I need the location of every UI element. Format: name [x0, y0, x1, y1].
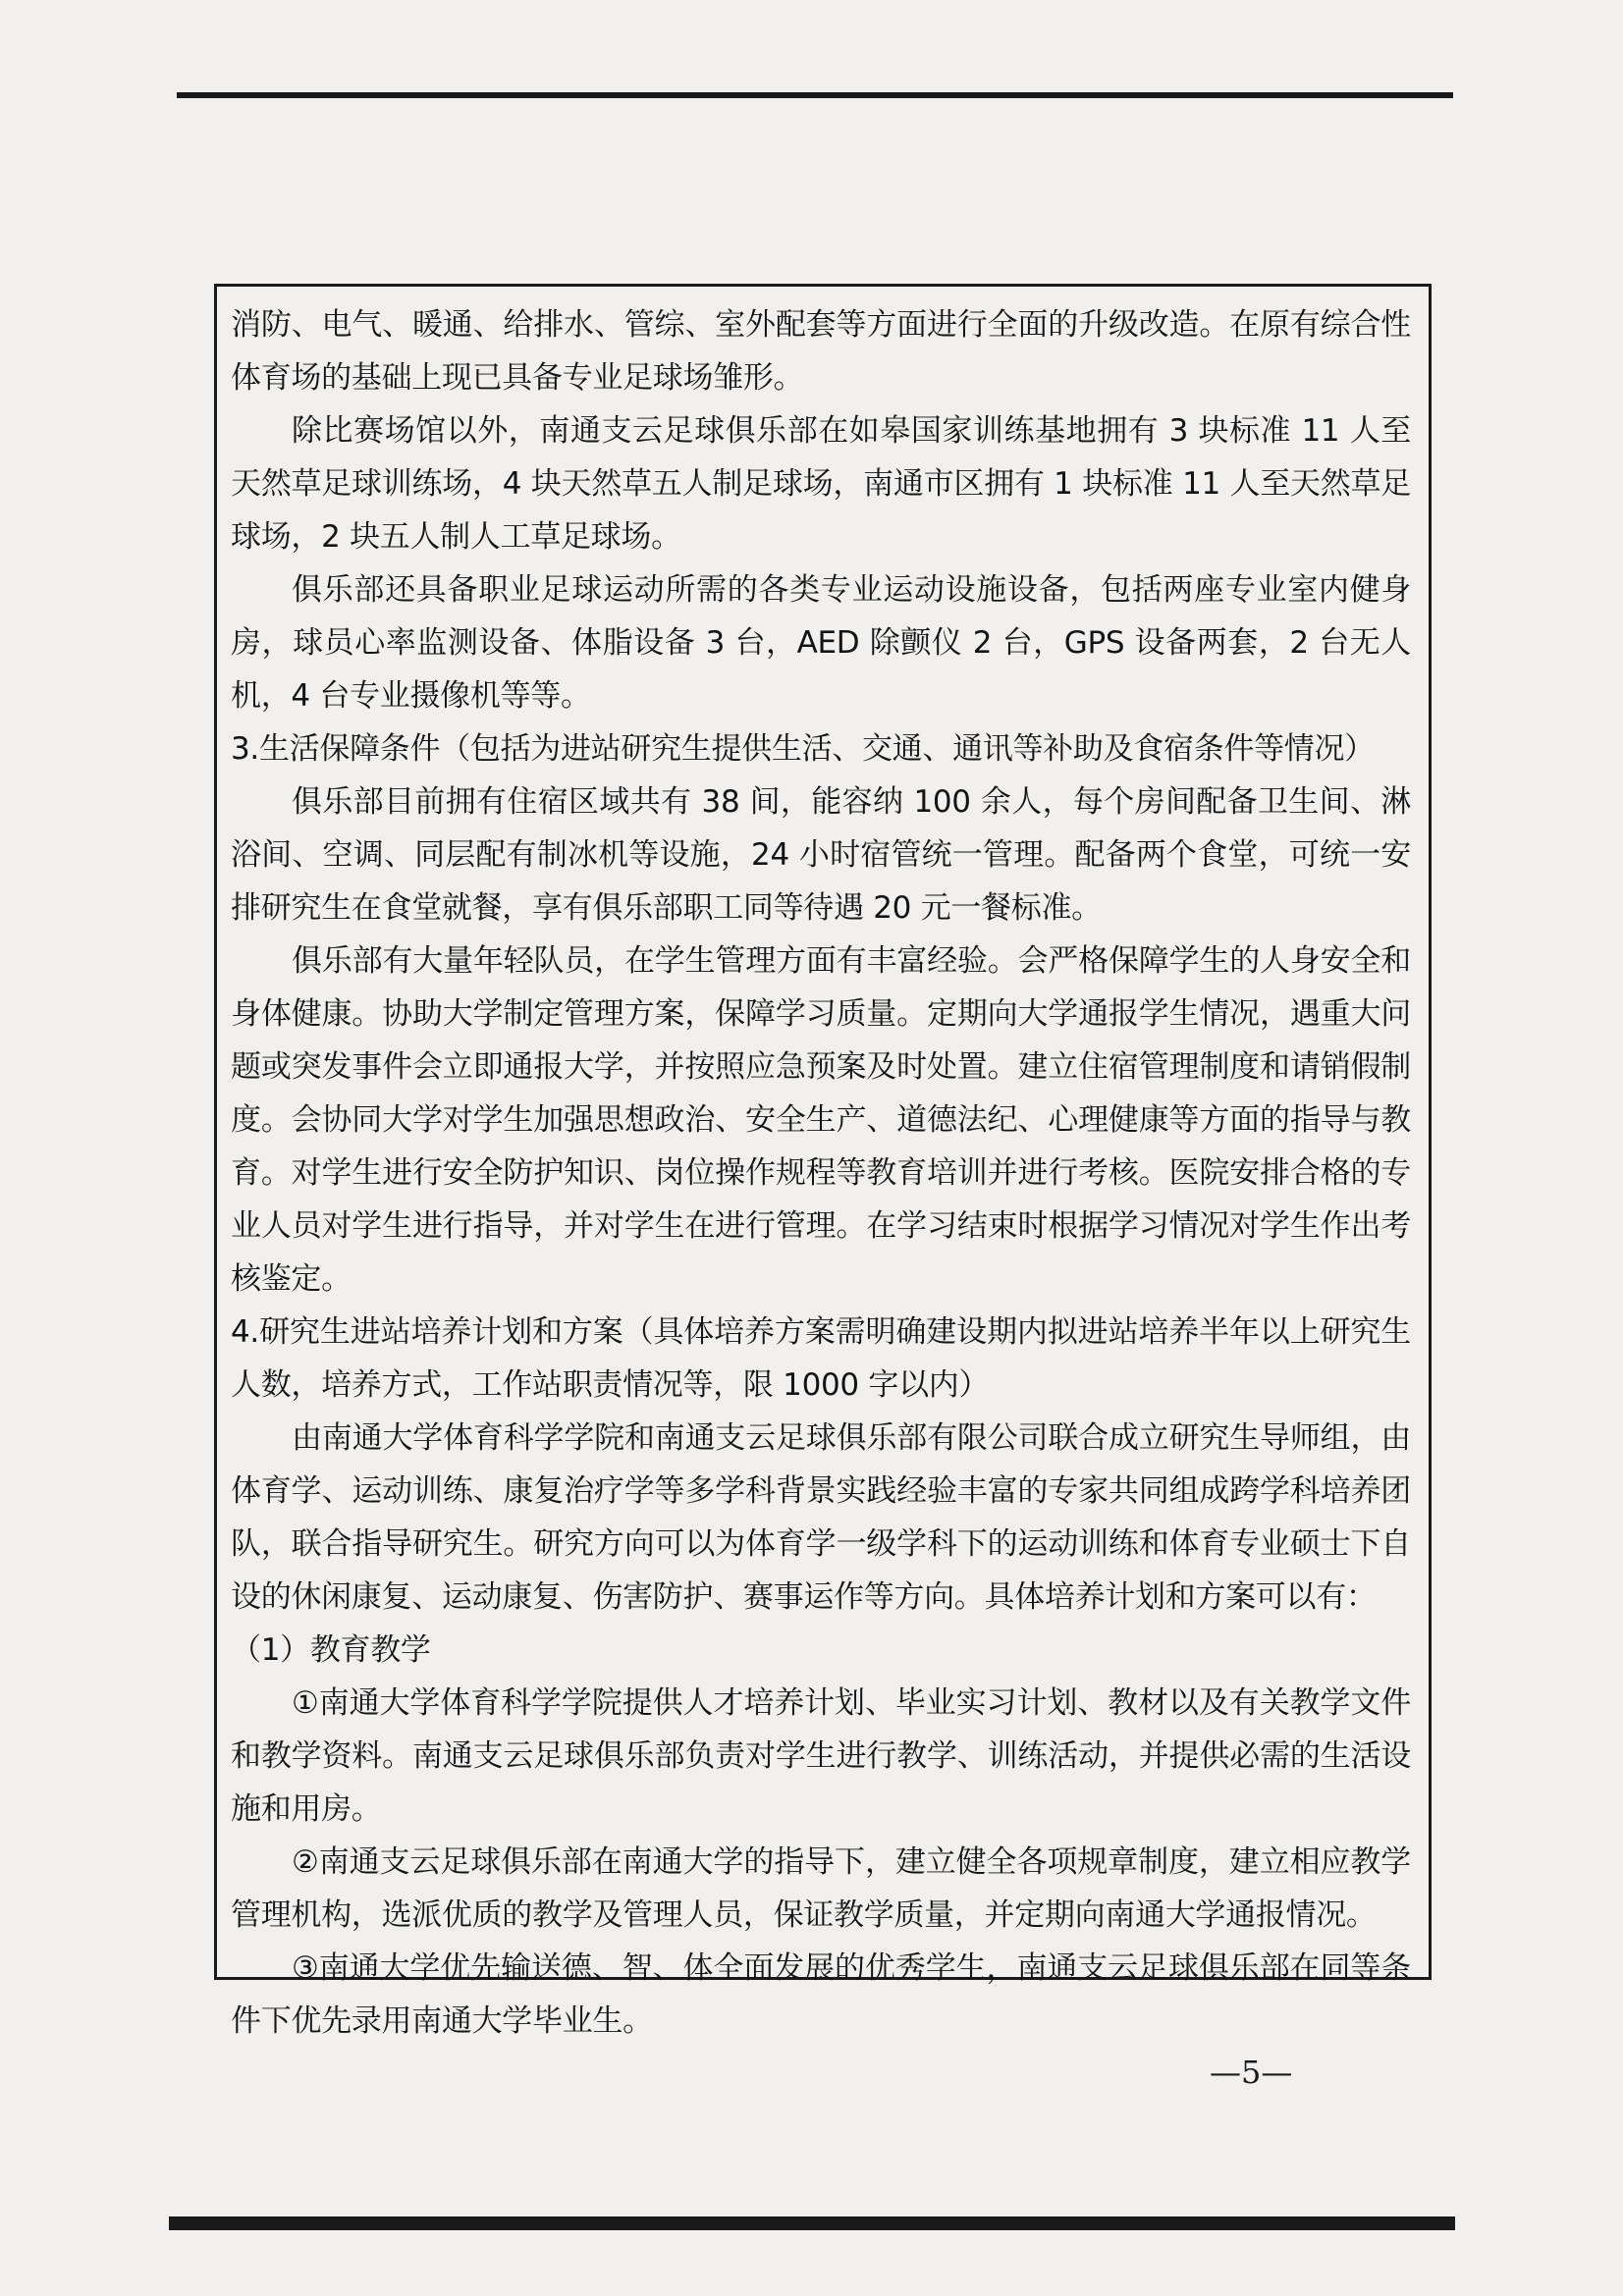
paragraph-training-fields: 除比赛场馆以外，南通支云足球俱乐部在如皋国家训练基地拥有 3 块标准 11 人至天然草足球训练场，4 块天然草五人制足球场，南通市区拥有 1 块标准 11 人至天然草足球场，2 块五人制人工草足球场。 [231, 413, 1411, 555]
header-rule [177, 92, 1453, 98]
paragraph-item-2: ②南通支云足球俱乐部在南通大学的指导下，建立健全各项规章制度，建立相应教学管理机构，选派优质的教学及管理人员，保证教学质量，并定期向南通大学通报情况。 [231, 1844, 1411, 1933]
footer-rule [169, 2216, 1455, 2230]
content-frame [214, 284, 1432, 2039]
page-number: —5— [1210, 2054, 1293, 2091]
paragraph-mentor-group: 由南通大学体育科学学院和南通支云足球俱乐部有限公司联合成立研究生导师组，由体育学、运动训练、康复治疗学等多学科背景实践经验丰富的专家共同组成跨学科培养团队，联合指导研究生。研究方向可以为体育学一级学科下的运动训练和体育专业硕士下自设的休闲康复、运动康复、伤害防护、赛事运作等方向。具体培养计划和方案可以有： [231, 1420, 1411, 1615]
paragraph-item-1: ①南通大学体育科学学院提供人才培养计划、毕业实习计划、教材以及有关教学文件和教学资料。南通支云足球俱乐部负责对学生进行教学、训练活动，并提供必需的生活设施和用房。 [231, 1685, 1411, 1827]
section-heading-training-plan: 4.研究生进站培养计划和方案（具体培养方案需明确建设期内拟进站培养半年以上研究生人数，培养方式，工作站职责情况等，限 1000 字以内） [231, 1314, 1411, 1403]
paragraph-item-3: ③南通大学优先输送德、智、体全面发展的优秀学生，南通支云足球俱乐部在同等条件下优先录用南通大学毕业生。 [231, 1950, 1411, 2039]
paragraph-renovation: 消防、电气、暖通、给排水、管综、室外配套等方面进行全面的升级改造。在原有综合性体育场的基础上现已具备专业足球场雏形。 [231, 307, 1411, 396]
section-heading-living-conditions: 3.生活保障条件（包括为进站研究生提供生活、交通、通讯等补助及食宿条件等情况） [231, 731, 1375, 767]
paragraph-accommodation: 俱乐部目前拥有住宿区域共有 38 间，能容纳 100 余人，每个房间配备卫生间、淋浴间、空调、同层配有制冰机等设施，24 小时宿管统一管理。配备两个食堂，可统一安排研究生在食堂就餐，享有俱乐部职工同等待遇 20 元一餐标准。 [231, 784, 1411, 926]
paragraph-equipment: 俱乐部还具备职业足球运动所需的各类专业运动设施设备，包括两座专业室内健身房，球员心率监测设备、体脂设备 3 台，AED 除颤仪 2 台，GPS 设备两套，2 台无人机，4 台专业摄像机等等。 [231, 572, 1411, 714]
subheading-education: （1）教育教学 [231, 1632, 431, 1668]
paragraph-student-management: 俱乐部有大量年轻队员，在学生管理方面有丰富经验。会严格保障学生的人身安全和身体健康。协助大学制定管理方案，保障学习质量。定期向大学通报学生情况，遇重大问题或突发事件会立即通报大学，并按照应急预案及时处置。建立住宿管理制度和请销假制度。会协同大学对学生加强思想政治、安全生产、道德法纪、心理健康等方面的指导与教育。对学生进行安全防护知识、岗位操作规程等教育培训并进行考核。医院安排合格的专业人员对学生进行指导，并对学生在进行管理。在学习结束时根据学习情况对学生作出考核鉴定。 [231, 943, 1411, 1297]
